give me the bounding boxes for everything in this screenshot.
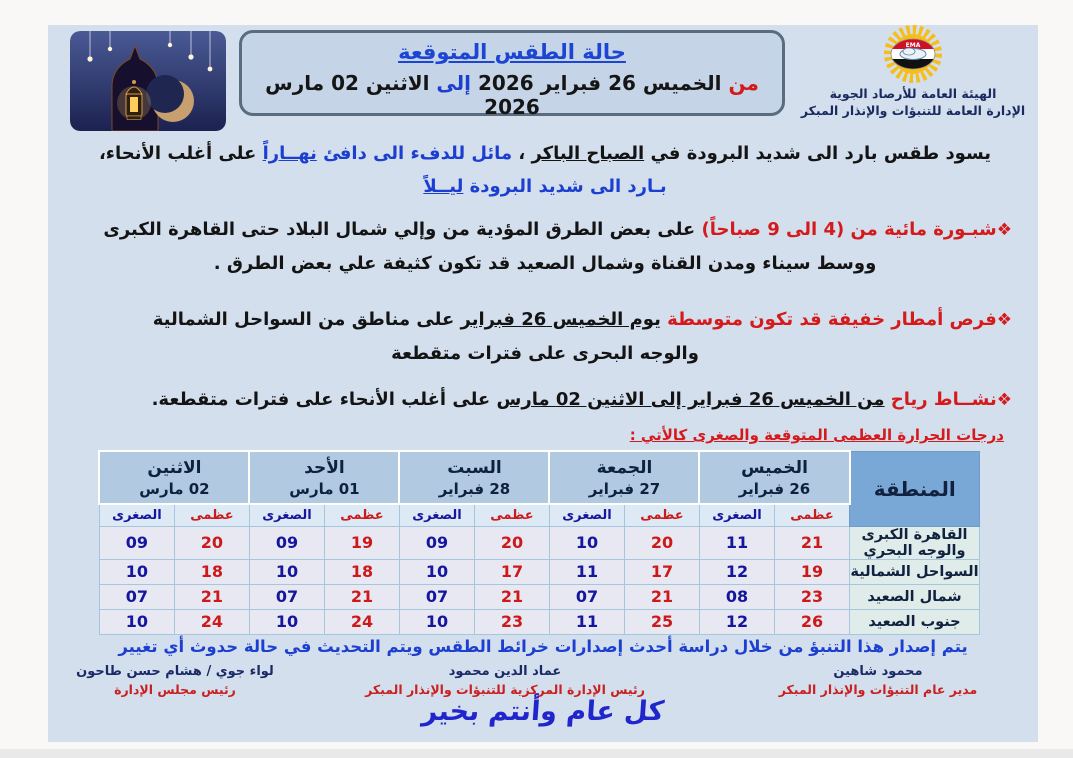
max-label: عظمى	[775, 504, 850, 526]
p1-cold-night: بـارد الى شديد البرودة	[463, 176, 667, 197]
diamond-bullet-icon: ❖	[996, 220, 1012, 240]
region-name: القاهرة الكبرى والوجه البحري	[850, 526, 980, 559]
region-name: السواحل الشمالية	[850, 559, 980, 584]
signature-name: لواء جوي / هشام حسن طاحون	[76, 664, 274, 679]
p1-warm-text: مائل للدفء الى دافئ	[316, 143, 513, 164]
day-header-monday	[99, 451, 249, 504]
temp-max: 20	[174, 526, 249, 559]
p2-fog-red: شبـورة مائية من (4 الى 9 صباحاً)	[701, 219, 997, 240]
p3-delta-text: والوجه البحرى على فترات متقطعة	[391, 343, 699, 364]
p4-period: من الخميس 26 فبراير إلى الاثنين 02 مارس	[496, 389, 885, 410]
ramadan-lantern-icon	[70, 31, 226, 131]
temp-max: 18	[174, 559, 249, 584]
page-title: حالة الطقس المتوقعة	[398, 40, 626, 64]
temp-min: 10	[549, 526, 624, 559]
min-label: الصغرى	[549, 504, 624, 526]
temp-min: 09	[249, 526, 324, 559]
signature-name: محمود شاهين	[833, 664, 923, 679]
signature-title: رئيس مجلس الإدارة	[114, 682, 236, 697]
p3-rain-red: فرص أمطار خفيفة قد تكون متوسطة	[660, 309, 997, 330]
day-date: 28 فبراير	[438, 479, 511, 498]
temp-min: 11	[699, 526, 774, 559]
signature-title: رئيس الإدارة المركزية للتنبؤات والإنذار المبكر	[365, 682, 645, 697]
temp-min: 10	[399, 609, 474, 634]
temp-max: 26	[775, 609, 850, 634]
temp-min: 07	[249, 584, 324, 609]
region-name: شمال الصعيد	[850, 584, 980, 609]
min-label: الصغرى	[399, 504, 474, 526]
signature-central-admin-head	[355, 662, 655, 699]
date-to: الاثنين 02 مارس 2026	[265, 71, 540, 119]
temp-min: 10	[99, 559, 174, 584]
temp-min: 12	[699, 609, 774, 634]
window-bottom-edge	[0, 749, 1073, 758]
day-name: السبت	[447, 457, 502, 478]
max-label: عظمى	[624, 504, 699, 526]
day-date: 26 فبراير	[738, 479, 811, 498]
temp-max: 19	[324, 526, 399, 559]
temp-max: 24	[324, 609, 399, 634]
temp-max: 21	[775, 526, 850, 559]
temperatures-heading: درجات الحرارة العظمى المتوقعة والصغرى كالأتي :	[629, 426, 1004, 444]
p1-most-areas: على أغلب الأنحاء،	[98, 143, 263, 164]
min-label: الصغرى	[99, 504, 174, 526]
temp-min: 10	[99, 609, 174, 634]
p1-comma: ،	[512, 143, 532, 164]
region-column-header: المنطقة	[850, 451, 980, 526]
signature-name: عماد الدين محمود	[448, 664, 562, 679]
diamond-bullet-icon: ❖	[996, 310, 1012, 330]
p1-night-word: ليــلاً	[423, 176, 464, 197]
temp-max: 17	[474, 559, 549, 584]
temp-max: 20	[624, 526, 699, 559]
temp-max: 20	[474, 526, 549, 559]
diamond-bullet-icon: ❖	[996, 390, 1012, 410]
bulletin-document	[48, 25, 1038, 742]
table-row-south-upper-egypt	[99, 609, 979, 634]
title-box	[239, 30, 785, 119]
p1-text: يسود طقس بارد الى شديد البرودة في	[644, 143, 992, 164]
temp-max: 24	[174, 609, 249, 634]
p3-thursday-date: يوم الخميس 26 فبراير	[460, 309, 661, 330]
day-header-thursday	[699, 451, 849, 504]
temp-min: 09	[99, 526, 174, 559]
temp-min: 08	[699, 584, 774, 609]
day-header-friday	[549, 451, 699, 504]
temp-max: 19	[775, 559, 850, 584]
date-from: الخميس 26 فبراير 2026	[478, 71, 722, 95]
day-name: الخميس	[741, 457, 808, 478]
day-date: 01 مارس	[289, 479, 360, 498]
rain-paragraph	[48, 303, 1038, 370]
temp-max: 23	[775, 584, 850, 609]
max-label: عظمى	[474, 504, 549, 526]
day-date: 02 مارس	[139, 479, 210, 498]
date-from-word: من	[728, 71, 759, 95]
temp-min: 11	[549, 559, 624, 584]
p4-wind-red: نشــاط رياح	[884, 389, 997, 410]
forecast-summary-paragraph	[48, 137, 1038, 203]
temp-min: 10	[249, 559, 324, 584]
temp-max: 21	[474, 584, 549, 609]
day-date: 27 فبراير	[588, 479, 661, 498]
temp-min: 11	[549, 609, 624, 634]
agency-name-line1: الهيئة العامة للأرصاد الجوية	[829, 86, 997, 101]
temp-max: 18	[324, 559, 399, 584]
min-label: الصغرى	[699, 504, 774, 526]
forecast-date-range	[242, 71, 782, 119]
ema-emblem-text: EMA	[905, 42, 921, 49]
agency-name-line2: الإدارة العامة للتنبؤات والإنذار المبكر	[800, 103, 1026, 118]
temp-min: 07	[399, 584, 474, 609]
update-note: يتم إصدار هذا التنبؤ من خلال دراسة أحدث إصدارات خرائط الطقس ويتم التحديث في حالة حدوث أي تغيير	[118, 637, 968, 656]
day-name: الاثنين	[147, 457, 202, 478]
day-name: الأحد	[304, 457, 345, 478]
table-row-north-coasts	[99, 559, 979, 584]
table-row-north-upper-egypt	[99, 584, 979, 609]
wind-paragraph	[48, 383, 1038, 417]
agency-logo-block	[788, 25, 1038, 119]
signature-title: مدير عام التنبؤات والإنذار المبكر	[778, 682, 978, 697]
temp-max: 21	[324, 584, 399, 609]
signature-forecast-director	[748, 662, 1008, 699]
temperature-table	[98, 450, 980, 635]
p3-coast-text: على مناطق من السواحل الشمالية	[152, 309, 461, 330]
p1-daytime: نهــاراً	[262, 143, 317, 164]
p2-roads-text: على بعض الطرق المؤدية من وإلي شمال البلاد حتى القاهرة الكبرى	[103, 219, 702, 240]
day-header-sunday	[249, 451, 399, 504]
temp-max: 23	[474, 609, 549, 634]
temp-max: 25	[624, 609, 699, 634]
temp-min: 12	[699, 559, 774, 584]
table-row-cairo-delta	[99, 526, 979, 559]
max-label: عظمى	[324, 504, 399, 526]
temp-max: 17	[624, 559, 699, 584]
temp-min: 07	[549, 584, 624, 609]
temp-min: 10	[249, 609, 324, 634]
temp-min: 07	[99, 584, 174, 609]
signature-board-chairman	[65, 662, 285, 699]
ramadan-lantern-graphic	[70, 31, 226, 131]
temp-max: 21	[174, 584, 249, 609]
day-name: الجمعة	[596, 457, 653, 478]
max-label: عظمى	[174, 504, 249, 526]
p4-areas-text: على أغلب الأنحاء على فترات متقطعة.	[151, 389, 497, 410]
date-to-word: إلى	[436, 71, 472, 95]
ema-sun-emblem-icon	[870, 25, 956, 85]
temp-min: 09	[399, 526, 474, 559]
greeting-calligraphy: كل عام وأنتم بخير	[420, 696, 666, 727]
temp-max: 21	[624, 584, 699, 609]
region-name: جنوب الصعيد	[850, 609, 980, 634]
day-header-saturday	[399, 451, 549, 504]
fog-paragraph	[48, 213, 1038, 280]
temp-min: 10	[399, 559, 474, 584]
p1-early-morning: الصباح الباكر	[531, 143, 645, 164]
min-label: الصغرى	[249, 504, 324, 526]
p2-dense-fog-text: ووسط سيناء ومدن القناة وشمال الصعيد قد تكون كثيفة علي بعض الطرق .	[213, 253, 877, 274]
